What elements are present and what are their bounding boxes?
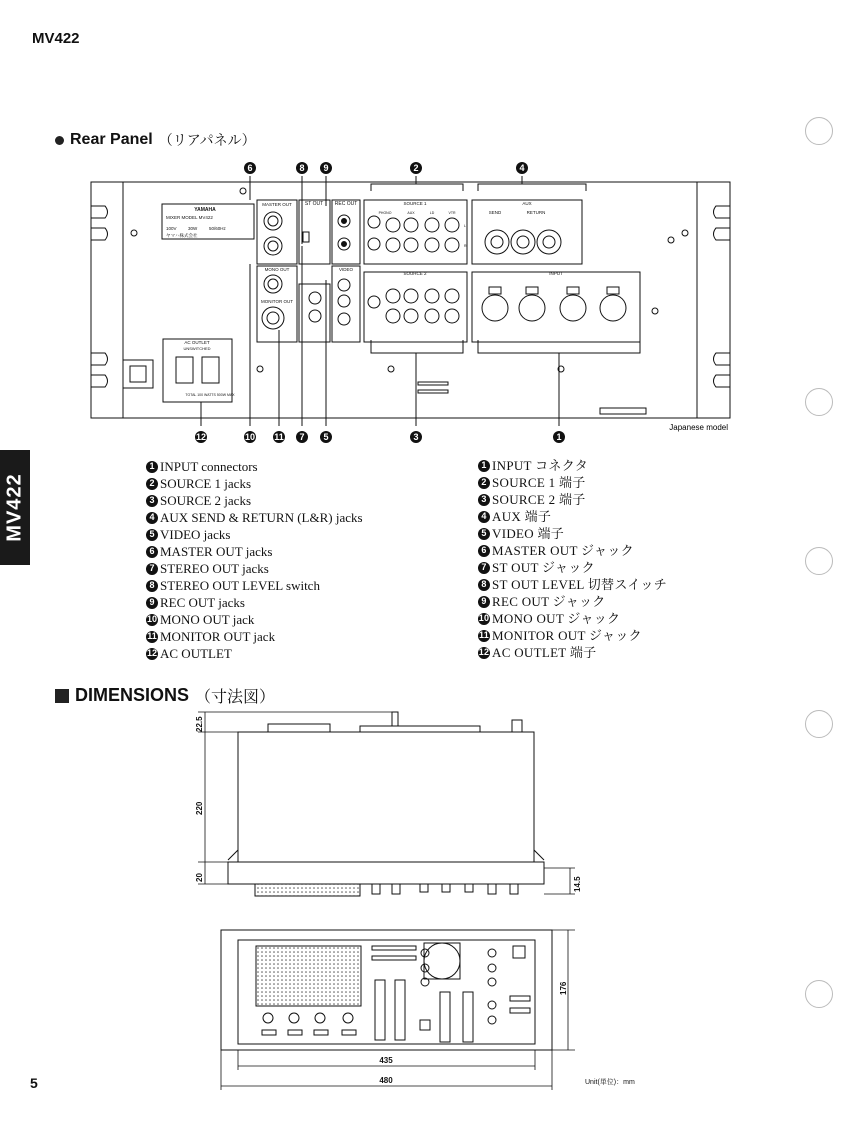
legend-number: 6 — [146, 546, 158, 558]
legend-number: 7 — [478, 562, 490, 574]
legend-item — [478, 610, 667, 627]
l-label: L — [464, 224, 466, 228]
legend-item — [478, 559, 667, 576]
aux-label: AUX — [522, 201, 532, 206]
callout-label: 9 — [323, 163, 329, 173]
legend-text: REC OUT jacks — [160, 595, 245, 610]
legend-text: ST OUT ジャック — [492, 560, 595, 575]
dim-435: 435 — [379, 1056, 393, 1065]
legend-number: 10 — [146, 614, 157, 624]
legend-item — [146, 509, 363, 526]
legend-number: 8 — [478, 579, 490, 591]
dimensions-title-en: DIMENSIONS — [75, 685, 190, 705]
legend-text: MASTER OUT jacks — [160, 544, 273, 559]
legend-text: MONO OUT ジャック — [492, 611, 621, 626]
legend-item — [478, 508, 667, 525]
legend-item — [146, 475, 363, 492]
legend-number: 2 — [478, 477, 490, 489]
st-out-label: ST OUT — [304, 201, 324, 207]
legend-number: 12 — [478, 647, 490, 657]
legend-text: SOURCE 2 jacks — [160, 493, 251, 508]
legend-text: SOURCE 1 端子 — [492, 475, 586, 490]
power-voltage: 100V — [166, 226, 177, 231]
legend-english — [146, 458, 363, 662]
dim-480: 480 — [379, 1076, 393, 1085]
mono-out-label: MONO OUT — [264, 267, 290, 272]
legend-text: SOURCE 2 端子 — [492, 492, 586, 507]
legend-item — [146, 458, 363, 475]
dim-220: 220 — [195, 801, 204, 815]
legend-text: SOURCE 1 jacks — [160, 476, 251, 491]
callout-label: 3 — [413, 432, 419, 442]
model-label: MIXER MODEL MV422 — [166, 215, 213, 220]
dim-22-5: 22.5 — [195, 716, 204, 732]
legend-number: 2 — [146, 478, 158, 490]
legend-text: MONITOR OUT jack — [160, 629, 276, 644]
input-label: INPUT — [549, 271, 563, 276]
legend-number: 7 — [146, 563, 158, 575]
legend-number: 8 — [146, 580, 158, 592]
source1-label: SOURCE 1 — [403, 201, 427, 206]
maker-jp: ヤマハ株式会社 — [166, 233, 198, 238]
legend-item — [146, 560, 363, 577]
rear-panel-title-jp: （リアパネル） — [158, 133, 256, 149]
rec-out-label: REC OUT — [334, 201, 358, 207]
dim-176: 176 — [559, 981, 568, 995]
source2-label: SOURCE 2 — [403, 271, 427, 276]
legend-text: STEREO OUT jacks — [160, 561, 269, 576]
legend-text: MASTER OUT ジャック — [492, 543, 634, 558]
rear-panel-title-en: Rear Panel — [70, 131, 153, 148]
aux-jack-label: AUX — [407, 211, 415, 215]
legend-item — [478, 525, 667, 542]
phono-label: PHONO — [378, 211, 392, 215]
legend-item — [478, 542, 667, 559]
legend-text: AC OUTLET 端子 — [492, 645, 597, 660]
legend-item — [146, 526, 363, 543]
r-label: R — [464, 244, 467, 248]
legend-number: 1 — [478, 460, 490, 472]
legend-text: VIDEO 端子 — [492, 526, 565, 541]
video-label: VIDEO — [338, 267, 354, 272]
master-out-label: MASTER OUT — [262, 202, 292, 207]
aux-return-label: RETURN — [526, 210, 546, 215]
legend-item — [146, 628, 363, 645]
legend-number: 9 — [478, 596, 490, 608]
unit-note: Unit(単位)：mm — [585, 1079, 635, 1086]
legend-number: 5 — [146, 529, 158, 541]
legend-item — [146, 543, 363, 560]
callout-label: 5 — [323, 432, 329, 442]
legend-text: STEREO OUT LEVEL switch — [160, 578, 320, 593]
aux-send-label: SEND — [488, 210, 502, 215]
side-tab-label: MV422 — [3, 473, 26, 542]
japanese-model-note: Japanese model — [669, 423, 728, 432]
callout-label: 12 — [195, 432, 207, 442]
legend-text: INPUT connectors — [160, 459, 258, 474]
legend-item — [146, 611, 363, 628]
vtr-label: VTR — [448, 211, 456, 215]
page-number: 5 — [30, 1075, 38, 1091]
outlet-max-label: TOTAL 100 WATTS 500W MAX — [185, 393, 235, 397]
legend-number: 11 — [147, 631, 157, 641]
header-model: MV422 — [32, 30, 80, 47]
legend-number: 11 — [478, 630, 490, 640]
legend-number: 6 — [478, 545, 490, 557]
legend-item — [478, 491, 667, 508]
callout-label: 10 — [244, 432, 256, 442]
legend-number: 4 — [146, 512, 158, 524]
legend-item — [478, 474, 667, 491]
legend-text: INPUT コネクタ — [492, 458, 589, 473]
legend-text: REC OUT ジャック — [492, 594, 606, 609]
callout-label: 11 — [274, 432, 284, 442]
legend-item — [478, 593, 667, 610]
dimensions-diagram — [0, 690, 850, 1100]
legend-text: ST OUT LEVEL 切替スイッチ — [492, 577, 668, 592]
legend-item — [146, 594, 363, 611]
dimensions-title-jp: （寸法図） — [195, 687, 276, 706]
callout-label: 6 — [247, 163, 253, 173]
legend-text: MONO OUT jack — [160, 612, 255, 627]
power-watts: 30W — [188, 226, 198, 231]
unswitched-label: UNSWITCHED — [183, 346, 211, 351]
legend-number: 5 — [478, 528, 490, 540]
legend-japanese — [478, 457, 667, 661]
ac-outlet-label: AC OUTLET — [184, 340, 210, 345]
brand-label: YAMAHA — [194, 207, 216, 213]
legend-text: MONITOR OUT ジャック — [492, 628, 642, 643]
legend-number: 4 — [478, 511, 490, 523]
legend-text: AUX SEND & RETURN (L&R) jacks — [160, 510, 363, 525]
callout-label: 2 — [413, 163, 419, 173]
legend-item — [478, 457, 667, 474]
power-frequency: 50/60Hz — [209, 226, 226, 231]
monitor-out-label: MONITOR OUT — [261, 299, 293, 304]
callout-label: 8 — [299, 163, 305, 173]
legend-item — [478, 644, 667, 661]
legend-item — [146, 645, 363, 662]
legend-item — [478, 576, 667, 593]
legend-item — [478, 627, 667, 644]
legend-item — [146, 577, 363, 594]
legend-text: VIDEO jacks — [160, 527, 231, 542]
legend-number: 10 — [478, 613, 490, 623]
callout-label: 1 — [556, 432, 562, 442]
callout-label: 4 — [519, 163, 525, 173]
dim-14-5: 14.5 — [573, 876, 582, 892]
legend-text: AC OUTLET — [160, 646, 232, 661]
legend-text: AUX 端子 — [492, 509, 552, 524]
legend-number: 12 — [146, 648, 157, 658]
legend-number: 3 — [146, 495, 158, 507]
legend-number: 9 — [146, 597, 158, 609]
ld-label: LD — [429, 211, 435, 215]
legend-number: 3 — [478, 494, 490, 506]
dim-20: 20 — [195, 873, 204, 882]
legend-number: 1 — [146, 461, 158, 473]
callout-label: 7 — [299, 432, 305, 442]
legend-item — [146, 492, 363, 509]
